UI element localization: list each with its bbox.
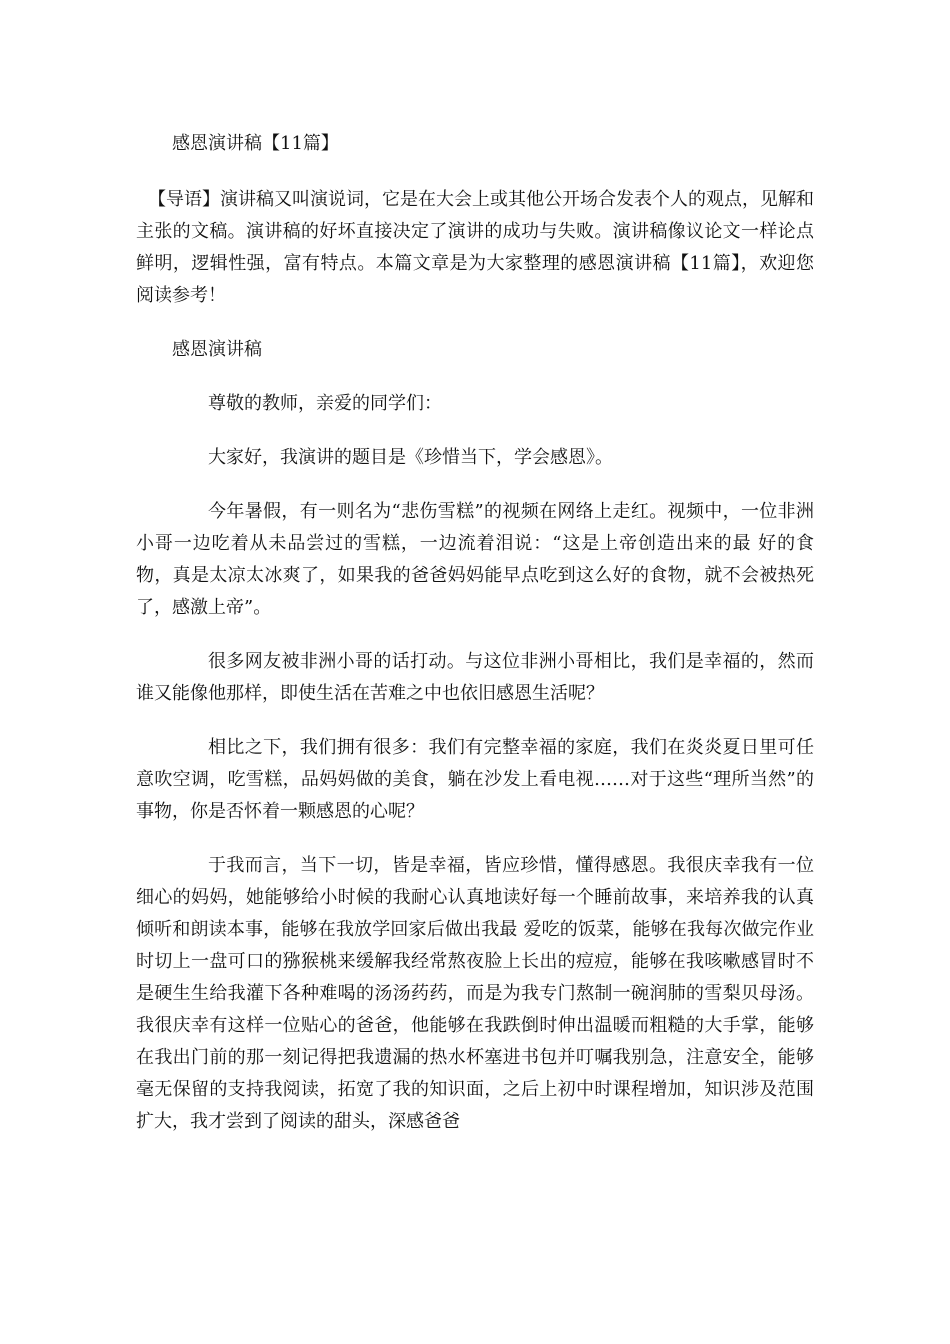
body-paragraph: 很多网友被非洲小哥的话打动。与这位非洲小哥相比，我们是幸福的，然而谁又能像他那样，即使生活在苦难之中也依旧感恩生活呢？ bbox=[136, 651, 814, 704]
document-body bbox=[136, 128, 814, 1160]
intro-paragraph: 【导语】演讲稿又叫演说词，它是在大会上或其他公开场合发表个人的观点，见解和主张的文稿。演讲稿的好坏直接决定了演讲的成功与失败。演讲稿像议论文一样论点鲜明，逻辑性强，富有特点。本篇文章是为大家整理的感恩演讲稿【11篇】，欢迎您阅读参考！ bbox=[136, 189, 814, 306]
document-title: 感恩演讲稿【11篇】 bbox=[172, 133, 339, 154]
body-paragraph: 于我而言，当下一切，皆是幸福，皆应珍惜，懂得感恩。我很庆幸我有一位细心的妈妈，她能够给小时候的我耐心认真地读好每一个睡前故事，来培养我的认真倾听和朗读本事，能够在我放学回家后做出我最 爱吃的饭菜，能够在我每次做完作业时切上一盘可口的猕猴桃来缓解我经常熬夜脸上长出的痘痘，能够在我咳嗽感冒时不是硬生生给我灌下各种难喝的汤汤药药，而是为我专门熬制一碗润肺的雪梨贝母汤。我很庆幸有这样一位贴心的爸爸，他能够在我跌倒时伸出温暖而粗糙的大手掌，能够在我出门前的那一刻记得把我遗漏的热水杯塞进书包并叮嘱我别急，注意安全，能够毫无保留的支持我阅读，拓宽了我的知识面，之后上初中时课程增加，知识涉及范围扩大，我才尝到了阅读的甜头，深感爸爸 bbox=[136, 855, 814, 1132]
body-paragraph: 相比之下，我们拥有很多：我们有完整幸福的家庭，我们在炎炎夏日里可任意吹空调，吃雪糕，品妈妈做的美食，躺在沙发上看电视……对于这些“理所当然”的事物，你是否怀着一颗感恩的心呢？ bbox=[136, 737, 814, 822]
section-title: 感恩演讲稿 bbox=[172, 339, 262, 360]
salutation-paragraph: 尊敬的教师，亲爱的同学们： bbox=[208, 393, 442, 414]
greeting-paragraph: 大家好，我演讲的题目是《珍惜当下，学会感恩》。 bbox=[208, 447, 613, 468]
body-paragraph: 今年暑假，有一则名为“悲伤雪糕”的视频在网络上走红。视频中，一位非洲小哥一边吃着从未品尝过的雪糕，一边流着泪说：“这是上帝创造出来的最 好的食物，真是太凉太冰爽了，如果我的爸爸妈妈能早点吃到这么好的食物，就不会被热死了，感激上帝”。 bbox=[136, 501, 814, 618]
